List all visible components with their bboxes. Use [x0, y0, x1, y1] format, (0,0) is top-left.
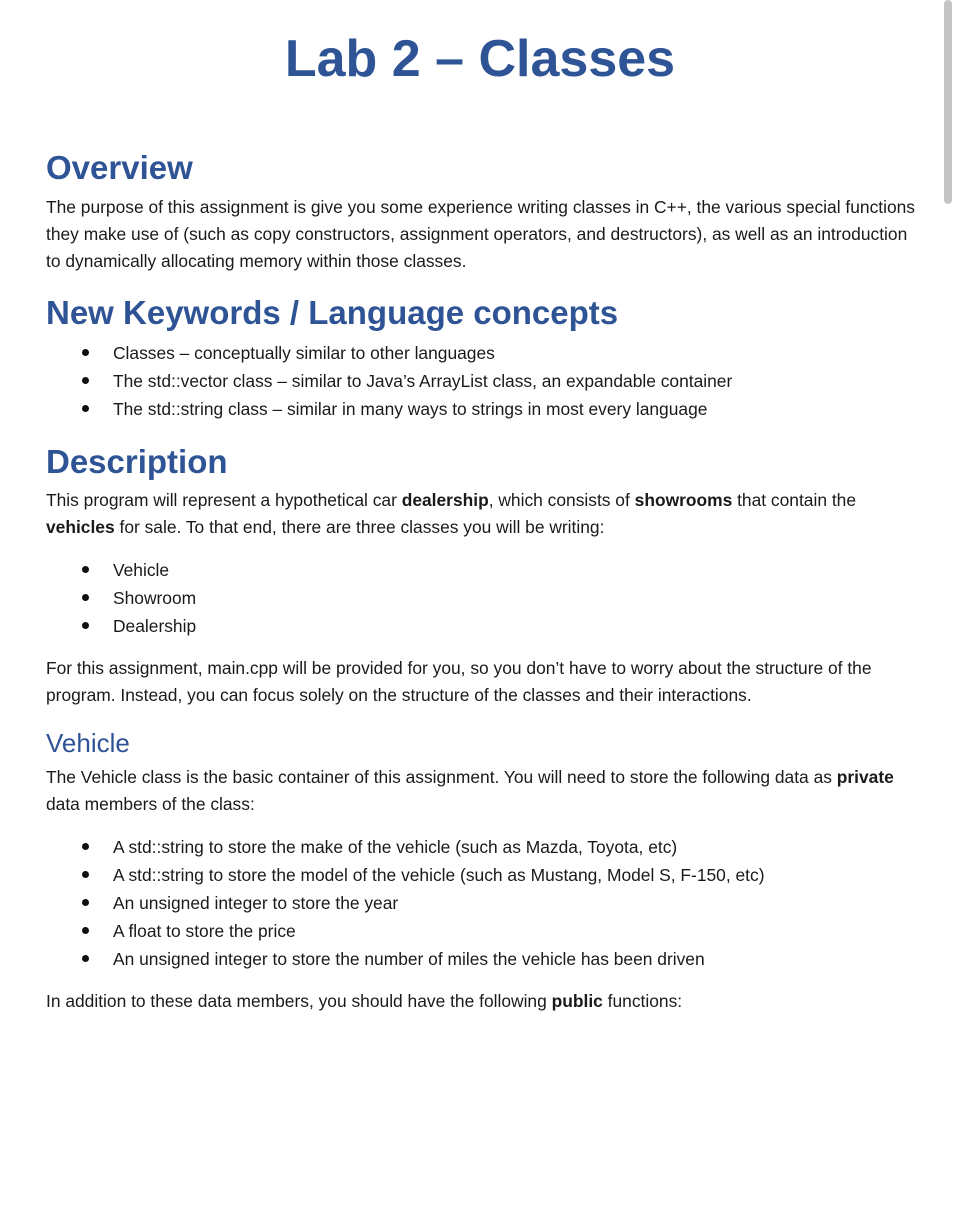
bullet-icon — [82, 405, 89, 412]
bullet-icon — [82, 594, 89, 601]
list-item: The std::string class – similar in many ways to strings in most every language — [80, 395, 732, 423]
list-item: A std::string to store the model of the vehicle (such as Mustang, Model S, F-150, etc) — [80, 861, 765, 889]
list-item: Vehicle — [80, 556, 196, 584]
bullet-icon — [82, 377, 89, 384]
bullet-icon — [82, 566, 89, 573]
list-item: The std::vector class – similar to Java’s ArrayList class, an expandable container — [80, 367, 732, 395]
description-note: For this assignment, main.cpp will be provided for you, so you don’t have to worry about the structure of the program. Instead, you can focus solely on the structure of the classes and their interactions. — [46, 658, 872, 705]
description-intro: This program will represent a hypothetical car dealership, which consists of showrooms that contain the vehicles for sale. To that end, there are three classes you will be writing: — [46, 490, 857, 537]
bullet-icon — [82, 622, 89, 629]
bullet-icon — [82, 927, 89, 934]
vehicle-closing: In addition to these data members, you should have the following public functions: — [46, 991, 683, 1011]
list-item: Classes – conceptually similar to other languages — [80, 339, 732, 367]
vertical-scrollbar[interactable] — [938, 0, 960, 1217]
keywords-heading: New Keywords / Language concepts — [46, 294, 619, 331]
bullet-icon — [82, 871, 89, 878]
overview-paragraph: The purpose of this assignment is give you some experience writing classes in C++, the various special functions they make use of (such as copy constructors, assignment operators, and destructors), as well as an introduction to dynamically allocating memory within those classes. — [46, 197, 916, 271]
list-item: An unsigned integer to store the year — [80, 889, 765, 917]
bullet-icon — [82, 843, 89, 850]
list-item: Showroom — [80, 584, 196, 612]
classes-list — [80, 556, 196, 640]
list-item: Dealership — [80, 612, 196, 640]
bullet-icon — [82, 899, 89, 906]
list-item: A float to store the price — [80, 917, 765, 945]
vehicle-intro: The Vehicle class is the basic container of this assignment. You will need to store the following data as private data members of the class: — [46, 767, 894, 814]
scrollbar-thumb[interactable] — [944, 0, 952, 204]
overview-heading: Overview — [46, 149, 193, 186]
keywords-list — [80, 339, 732, 423]
vehicle-heading: Vehicle — [46, 728, 130, 758]
list-item: An unsigned integer to store the number of miles the vehicle has been driven — [80, 945, 765, 973]
bullet-icon — [82, 955, 89, 962]
description-heading: Description — [46, 443, 228, 480]
bullet-icon — [82, 349, 89, 356]
document-title: Lab 2 – Classes — [284, 30, 676, 88]
vehicle-members-list — [80, 833, 765, 973]
list-item: A std::string to store the make of the vehicle (such as Mazda, Toyota, etc) — [80, 833, 765, 861]
